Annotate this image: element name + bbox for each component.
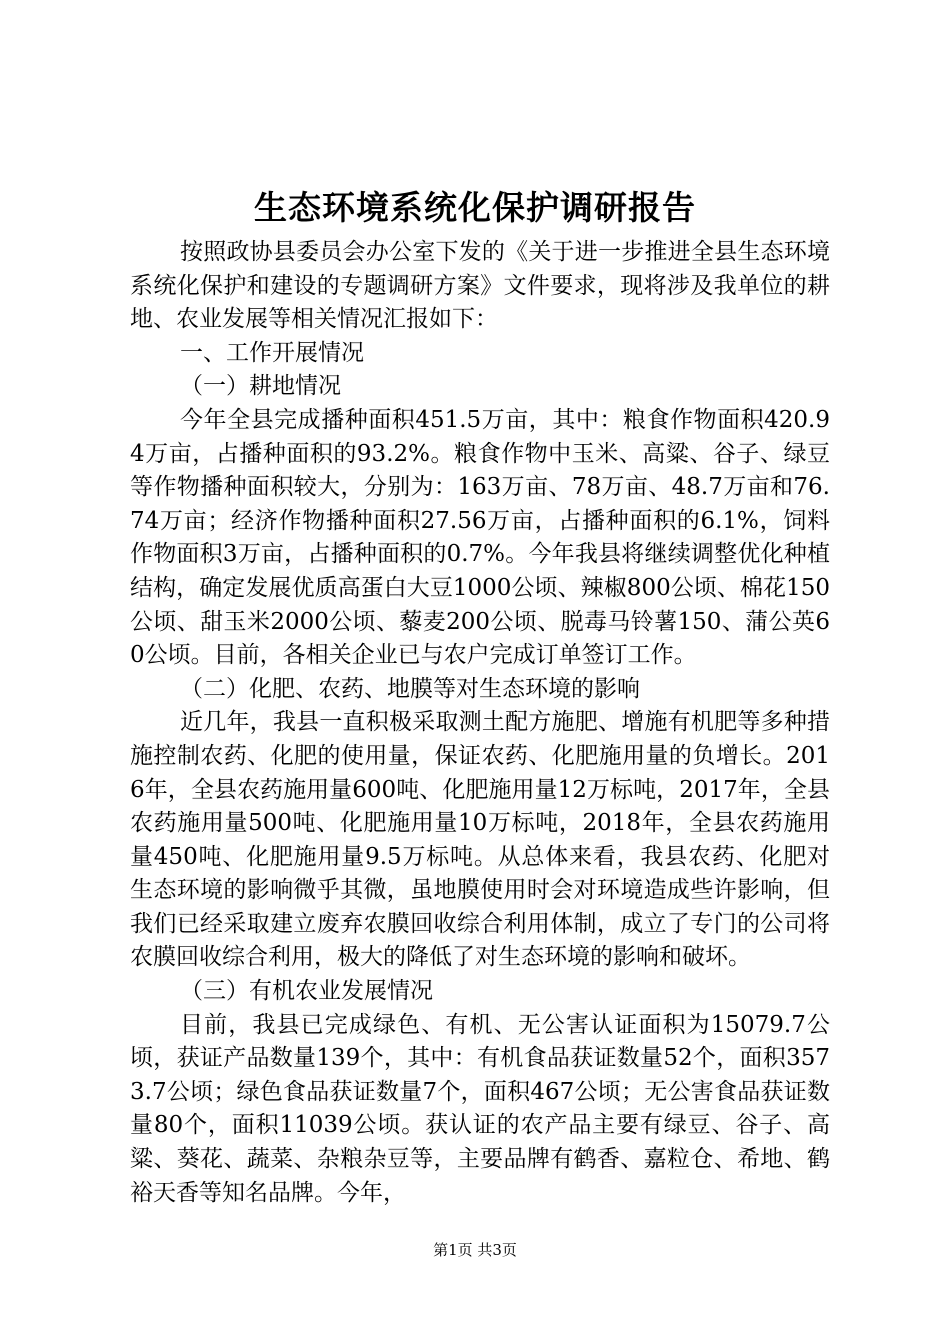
organic-paragraph: 目前，我县已完成绿色、有机、无公害认证面积为15079.7公顷，获证产品数量139个，其中：有机食品获证数量52个，面积3573.7公顷；绿色食品获证数量7个，面积467公顷；无公害食品获证数量80个，面积11039公顷。获认证的农产品主要有绿豆、谷子、高粱、葵花、蔬菜、杂粮杂豆等，主要品牌有鹤香、嘉粒仓、希地、鹤裕天香等知名品牌。今年， — [130, 1011, 830, 1206]
fertilizer-paragraph: 近几年，我县一直积极采取测土配方施肥、增施有机肥等多种措施控制农药、化肥的使用量，保证农药、化肥施用量的负增长。2016年，全县农药施用量600吨、化肥施用量12万标吨，2017年，全县农药施用量500吨、化肥施用量10万标吨，2018年，全县农药施用量450吨、化肥施用量9.5万标吨。从总体来看，我县农药、化肥对生态环境的影响微乎其微，虽地膜使用时会对环境造成些许影响，但我们已经采取建立废弃农膜回收综合利用体制，成立了专门的公司将农膜回收综合利用，极大的降低了对生态环境的影响和破坏。 — [130, 709, 830, 971]
subsection-heading-organic: （三）有机农业发展情况 — [180, 978, 433, 1005]
subsection-heading-fertilizer: （二）化肥、农药、地膜等对生态环境的影响 — [180, 675, 640, 702]
farmland-paragraph: 今年全县完成播种面积451.5万亩，其中：粮食作物面积420.94万亩，占播种面积的93.2%。粮食作物中玉米、高粱、谷子、绿豆等作物播种面积较大，分别为：163万亩、78万亩、48.7万亩和76.74万亩；经济作物播种面积27.56万亩，占播种面积的6.1%，饲料作物面积3万亩，占播种面积的0.7%。今年我县将继续调整优化种植结构，确定发展优质高蛋白大豆1000公顷、辣椒800公顷、棉花150公顷、甜玉米2000公顷、藜麦200公顷、脱毒马铃薯150、蒲公英60公顷。目前，各相关企业已与农户完成订单签订工作。 — [130, 406, 830, 669]
document-title: 生态环境系统化保护调研报告 — [254, 188, 696, 227]
subsection-heading-farmland: （一）耕地情况 — [180, 373, 341, 400]
document-body — [130, 236, 830, 1210]
section-heading-work: 一、工作开展情况 — [180, 339, 364, 366]
page-footer: 第1页 共3页 — [433, 1241, 517, 1259]
intro-paragraph: 按照政协县委员会办公室下发的《关于进一步推进全县生态环境系统化保护和建设的专题调研方案》文件要求，现将涉及我单位的耕地、农业发展等相关情况汇报如下： — [130, 239, 830, 333]
